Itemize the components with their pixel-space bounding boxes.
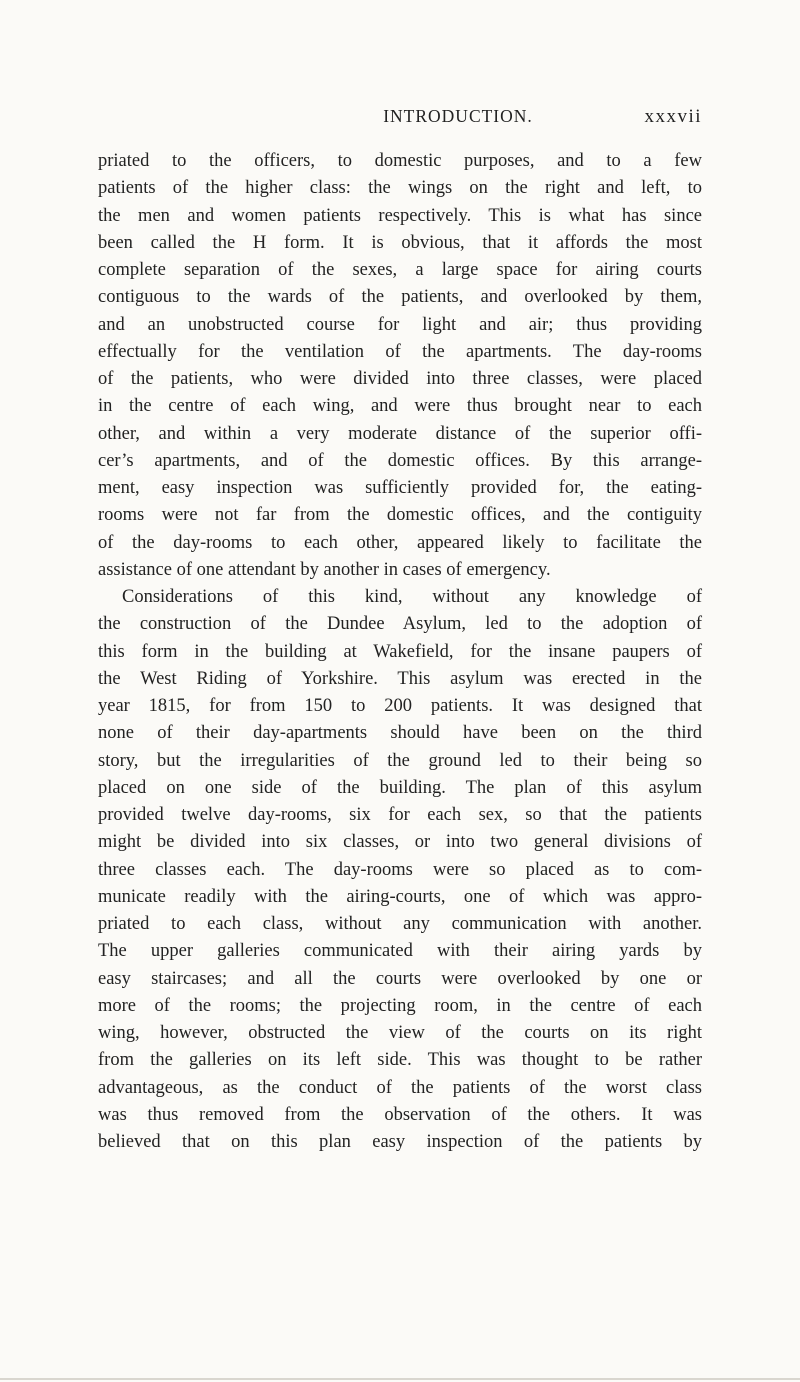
text-line: story, but the irregularities of the ground led to their being so — [98, 750, 702, 771]
text-line: priated to each class, without any communication with another. — [98, 914, 702, 934]
text-line: the construction of the Dundee Asylum, led to the adoption of — [98, 614, 702, 635]
text-line: effectually for the ventilation of the apartments. The day-rooms — [98, 341, 702, 362]
text-line: of the patients, who were divided into three classes, were placed — [98, 369, 702, 389]
text-line: the men and women patients respectively. This is what has since — [98, 205, 702, 226]
text-line: provided twelve day-rooms, six for each sex, so that the patients — [98, 805, 702, 825]
text-line-indented: Considerations of this kind, without any knowledge of — [122, 587, 702, 607]
body-text — [98, 148, 702, 1156]
text-line: of the day-rooms to each other, appeared likely to facilitate the — [98, 532, 702, 553]
text-line: more of the rooms; the projecting room, in the centre of each — [98, 995, 702, 1016]
text-line: the West Riding of Yorkshire. This asylum was erected in the — [98, 668, 702, 689]
text-line: believed that on this plan easy inspection of the patients by — [98, 1132, 702, 1152]
text-line: was thus removed from the observation of the others. It was — [98, 1104, 702, 1125]
text-line: none of their day-apartments should have been on the third — [98, 723, 702, 744]
text-line: this form in the building at Wakefield, for the insane paupers of — [98, 641, 702, 662]
text-line: rooms were not far from the domestic offices, and the contiguity — [98, 505, 702, 526]
text-line: cer’s apartments, and of the domestic offices. By this arrange- — [98, 450, 702, 471]
text-line: patients of the higher class: the wings on the right and left, to — [98, 178, 702, 199]
text-line: placed on one side of the building. The plan of this asylum — [98, 777, 702, 798]
text-line: in the centre of each wing, and were thus brought near to each — [98, 396, 702, 417]
text-line: from the galleries on its left side. This was thought to be rather — [98, 1050, 702, 1071]
text-line: might be divided into six classes, or into two general divisions of — [98, 832, 702, 853]
text-line: wing, however, obstructed the view of the courts on its right — [98, 1023, 702, 1043]
text-line: easy staircases; and all the courts were overlooked by one or — [98, 968, 702, 989]
text-line: ment, easy inspection was sufficiently provided for, the eating- — [98, 478, 702, 498]
text-line: contiguous to the wards of the patients, and overlooked by them, — [98, 287, 702, 308]
text-line: municate readily with the airing-courts, one of which was appro- — [98, 886, 702, 907]
text-line: three classes each. The day-rooms were so placed as to com- — [98, 859, 702, 880]
text-line: complete separation of the sexes, a large space for airing courts — [98, 260, 702, 280]
running-title: INTRODUCTION. — [383, 106, 533, 126]
text-line: advantageous, as the conduct of the patients of the worst class — [98, 1077, 702, 1098]
text-line: been called the H form. It is obvious, that it affords the most — [98, 232, 702, 253]
text-line: assistance of one attendant by another in cases of emergency. — [98, 559, 551, 580]
page-bottom-edge — [0, 1378, 800, 1380]
page-header — [214, 106, 702, 130]
text-line: other, and within a very moderate distance of the superior offi- — [98, 423, 702, 444]
text-line: and an unobstructed course for light and air; thus providing — [98, 314, 702, 335]
text-line: year 1815, for from 150 to 200 patients. It was designed that — [98, 696, 702, 716]
page-number: xxxvii — [644, 106, 702, 127]
text-line: The upper galleries communicated with their airing yards by — [98, 941, 702, 962]
text-line: priated to the officers, to domestic purposes, and to a few — [98, 151, 702, 171]
